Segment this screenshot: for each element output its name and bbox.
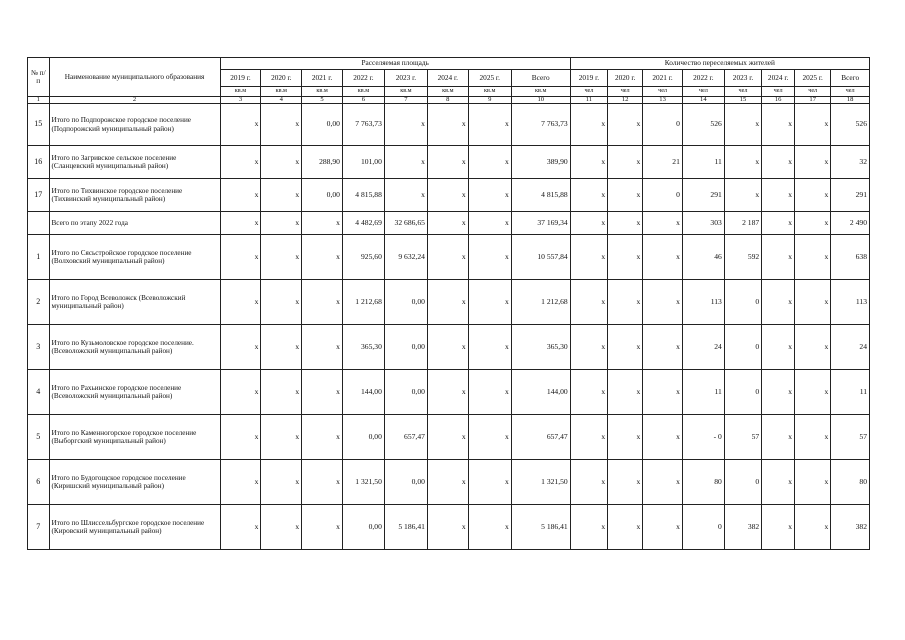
- header-year-area: 2024 г.: [427, 70, 468, 87]
- people-value-cell: x: [795, 146, 831, 179]
- row-number: 15: [28, 104, 50, 146]
- people-value-cell: x: [724, 179, 761, 212]
- table-row: [28, 325, 870, 370]
- column-number: 11: [570, 97, 607, 104]
- people-value-cell: 382: [831, 505, 870, 550]
- people-value-cell: - 0: [682, 415, 724, 460]
- municipality-name: Итого по Загривское сельское поселение (Сланцевский муниципальный район): [49, 146, 220, 179]
- people-value-cell: x: [608, 146, 643, 179]
- people-value-cell: 2 490: [831, 212, 870, 235]
- people-value-cell: 11: [682, 146, 724, 179]
- people-value-cell: x: [762, 280, 795, 325]
- people-value-cell: x: [608, 460, 643, 505]
- header-year-area: 2023 г.: [384, 70, 427, 87]
- people-value-cell: x: [795, 325, 831, 370]
- header-column-numbers-row: [28, 97, 870, 104]
- people-value-cell: x: [570, 325, 607, 370]
- area-value-cell: 32 686,65: [384, 212, 427, 235]
- column-number: 18: [831, 97, 870, 104]
- people-value-cell: 526: [831, 104, 870, 146]
- people-value-cell: x: [608, 235, 643, 280]
- area-value-cell: x: [220, 325, 261, 370]
- area-value-cell: x: [261, 146, 302, 179]
- area-value-cell: x: [220, 280, 261, 325]
- row-number: 2: [28, 280, 50, 325]
- people-value-cell: 0: [724, 460, 761, 505]
- people-value-cell: x: [762, 212, 795, 235]
- area-value-cell: x: [261, 505, 302, 550]
- people-value-cell: x: [795, 460, 831, 505]
- area-value-cell: 5 186,41: [511, 505, 570, 550]
- header-area-group: Расселяемая площадь: [220, 58, 570, 70]
- people-value-cell: 24: [831, 325, 870, 370]
- area-value-cell: x: [220, 370, 261, 415]
- people-value-cell: x: [643, 235, 683, 280]
- people-value-cell: x: [643, 415, 683, 460]
- area-value-cell: x: [302, 370, 343, 415]
- area-value-cell: 0,00: [342, 505, 384, 550]
- area-value-cell: 1 321,50: [342, 460, 384, 505]
- table-row: [28, 146, 870, 179]
- people-value-cell: x: [570, 146, 607, 179]
- area-value-cell: x: [468, 460, 511, 505]
- area-value-cell: 9 632,24: [384, 235, 427, 280]
- area-value-cell: x: [261, 415, 302, 460]
- people-value-cell: x: [762, 235, 795, 280]
- people-value-cell: x: [608, 104, 643, 146]
- area-value-cell: x: [468, 280, 511, 325]
- row-number: 4: [28, 370, 50, 415]
- people-value-cell: 0: [724, 325, 761, 370]
- table-row: [28, 460, 870, 505]
- relocation-table: [27, 57, 870, 550]
- people-value-cell: x: [643, 325, 683, 370]
- area-value-cell: 288,90: [302, 146, 343, 179]
- people-value-cell: 46: [682, 235, 724, 280]
- people-value-cell: 303: [682, 212, 724, 235]
- header-year-people: 2024 г.: [762, 70, 795, 87]
- people-value-cell: x: [795, 212, 831, 235]
- area-value-cell: x: [261, 179, 302, 212]
- header-no: № п/п: [28, 58, 50, 97]
- people-value-cell: x: [795, 415, 831, 460]
- area-value-cell: 144,00: [511, 370, 570, 415]
- area-value-cell: 925,60: [342, 235, 384, 280]
- table-row: [28, 212, 870, 235]
- area-value-cell: x: [468, 179, 511, 212]
- area-value-cell: x: [427, 146, 468, 179]
- people-value-cell: x: [762, 146, 795, 179]
- area-value-cell: x: [427, 179, 468, 212]
- area-value-cell: x: [468, 415, 511, 460]
- area-value-cell: x: [261, 212, 302, 235]
- header-year-people: 2022 г.: [682, 70, 724, 87]
- municipality-name: Итого по Будогощское городское поселение (Киришский муниципальный район): [49, 460, 220, 505]
- area-value-cell: x: [302, 235, 343, 280]
- area-value-cell: 0,00: [302, 104, 343, 146]
- table-row: [28, 370, 870, 415]
- people-value-cell: x: [570, 280, 607, 325]
- area-value-cell: x: [261, 280, 302, 325]
- people-value-cell: x: [643, 212, 683, 235]
- area-value-cell: 365,30: [511, 325, 570, 370]
- people-value-cell: x: [570, 415, 607, 460]
- area-value-cell: x: [384, 104, 427, 146]
- people-value-cell: 57: [724, 415, 761, 460]
- area-value-cell: 0,00: [384, 370, 427, 415]
- people-value-cell: x: [570, 104, 607, 146]
- header-unit-people: чел: [682, 87, 724, 97]
- area-value-cell: x: [427, 370, 468, 415]
- column-number: 13: [643, 97, 683, 104]
- people-value-cell: x: [762, 325, 795, 370]
- column-number: 5: [302, 97, 343, 104]
- header-people-group: Количество переселяемых жителей: [570, 58, 869, 70]
- header-unit-people: чел: [570, 87, 607, 97]
- municipality-name: Итого по Тихвинское городское поселение (Тихвинский муниципальный район): [49, 179, 220, 212]
- header-unit-area: кв.м: [511, 87, 570, 97]
- area-value-cell: x: [468, 370, 511, 415]
- people-value-cell: x: [570, 505, 607, 550]
- area-value-cell: x: [468, 235, 511, 280]
- column-number: 16: [762, 97, 795, 104]
- people-value-cell: x: [570, 212, 607, 235]
- people-value-cell: x: [795, 280, 831, 325]
- people-value-cell: 291: [682, 179, 724, 212]
- area-value-cell: x: [427, 104, 468, 146]
- area-value-cell: 1 212,68: [342, 280, 384, 325]
- people-value-cell: x: [724, 146, 761, 179]
- area-value-cell: x: [302, 280, 343, 325]
- people-value-cell: 526: [682, 104, 724, 146]
- people-value-cell: 592: [724, 235, 761, 280]
- area-value-cell: x: [302, 325, 343, 370]
- header-year-area: 2019 г.: [220, 70, 261, 87]
- area-value-cell: x: [384, 146, 427, 179]
- people-value-cell: x: [795, 370, 831, 415]
- area-value-cell: x: [427, 212, 468, 235]
- people-value-cell: x: [762, 104, 795, 146]
- column-number: 8: [427, 97, 468, 104]
- people-value-cell: x: [643, 280, 683, 325]
- row-number: [28, 212, 50, 235]
- area-value-cell: 1 212,68: [511, 280, 570, 325]
- people-value-cell: x: [608, 505, 643, 550]
- header-unit-area: кв.м: [261, 87, 302, 97]
- area-value-cell: x: [427, 325, 468, 370]
- column-number: 9: [468, 97, 511, 104]
- table-row: [28, 505, 870, 550]
- area-value-cell: 10 557,84: [511, 235, 570, 280]
- people-value-cell: x: [608, 370, 643, 415]
- people-value-cell: 11: [682, 370, 724, 415]
- row-number: 17: [28, 179, 50, 212]
- people-value-cell: 24: [682, 325, 724, 370]
- column-number: 17: [795, 97, 831, 104]
- people-value-cell: 113: [831, 280, 870, 325]
- area-value-cell: x: [427, 460, 468, 505]
- header-year-area: 2022 г.: [342, 70, 384, 87]
- municipality-name: Итого по Кузьмоловское городское поселение. (Всеволожский муниципальный район): [49, 325, 220, 370]
- area-value-cell: 101,00: [342, 146, 384, 179]
- header-unit-area: кв.м: [384, 87, 427, 97]
- area-value-cell: x: [220, 179, 261, 212]
- municipality-name: Итого по Шлиссельбургское городское поселение (Кировский муниципальный район): [49, 505, 220, 550]
- area-value-cell: 37 169,34: [511, 212, 570, 235]
- column-number: 15: [724, 97, 761, 104]
- people-value-cell: x: [608, 325, 643, 370]
- people-value-cell: 32: [831, 146, 870, 179]
- header-year-people: 2023 г.: [724, 70, 761, 87]
- header-year-people: 2025 г.: [795, 70, 831, 87]
- people-value-cell: x: [762, 505, 795, 550]
- people-value-cell: 0: [643, 179, 683, 212]
- area-value-cell: 657,47: [511, 415, 570, 460]
- area-value-cell: 0,00: [384, 325, 427, 370]
- area-value-cell: x: [302, 415, 343, 460]
- area-value-cell: 4 815,88: [511, 179, 570, 212]
- municipality-name: Итого по Рахьинское городское поселение (Всеволожский муниципальный район): [49, 370, 220, 415]
- municipality-name: Итого по Город Всеволожск (Всеволожский муниципальный район): [49, 280, 220, 325]
- header-unit-people: чел: [831, 87, 870, 97]
- people-value-cell: x: [608, 280, 643, 325]
- row-number: 7: [28, 505, 50, 550]
- people-value-cell: 0: [724, 370, 761, 415]
- area-value-cell: x: [220, 104, 261, 146]
- people-value-cell: 11: [831, 370, 870, 415]
- header-year-people: Всего: [831, 70, 870, 87]
- area-value-cell: x: [261, 235, 302, 280]
- people-value-cell: 638: [831, 235, 870, 280]
- people-value-cell: x: [570, 460, 607, 505]
- column-number: 1: [28, 97, 50, 104]
- area-value-cell: x: [220, 415, 261, 460]
- table-row: [28, 104, 870, 146]
- column-number: 3: [220, 97, 261, 104]
- area-value-cell: x: [468, 146, 511, 179]
- area-value-cell: 144,00: [342, 370, 384, 415]
- header-unit-people: чел: [643, 87, 683, 97]
- header-name: Наименование муниципального образования: [49, 58, 220, 97]
- area-value-cell: 1 321,50: [511, 460, 570, 505]
- people-value-cell: x: [762, 370, 795, 415]
- area-value-cell: x: [468, 104, 511, 146]
- people-value-cell: x: [724, 104, 761, 146]
- area-value-cell: x: [427, 235, 468, 280]
- municipality-name: Итого по Каменногорское городское поселение (Выборгский муниципальный район): [49, 415, 220, 460]
- people-value-cell: 291: [831, 179, 870, 212]
- people-value-cell: x: [643, 370, 683, 415]
- people-value-cell: x: [762, 460, 795, 505]
- header-year-people: 2021 г.: [643, 70, 683, 87]
- row-number: 16: [28, 146, 50, 179]
- people-value-cell: x: [643, 460, 683, 505]
- header-year-area: Всего: [511, 70, 570, 87]
- people-value-cell: 80: [682, 460, 724, 505]
- header-unit-area: кв.м: [220, 87, 261, 97]
- people-value-cell: x: [570, 179, 607, 212]
- people-value-cell: 0: [682, 505, 724, 550]
- people-value-cell: x: [570, 370, 607, 415]
- table-header: [28, 58, 870, 104]
- header-year-people: 2019 г.: [570, 70, 607, 87]
- row-number: 3: [28, 325, 50, 370]
- area-value-cell: 4 815,88: [342, 179, 384, 212]
- area-value-cell: 4 482,69: [342, 212, 384, 235]
- area-value-cell: x: [468, 325, 511, 370]
- area-value-cell: 0,00: [342, 415, 384, 460]
- area-value-cell: x: [302, 212, 343, 235]
- header-unit-people: чел: [795, 87, 831, 97]
- people-value-cell: 80: [831, 460, 870, 505]
- table-row: [28, 235, 870, 280]
- header-year-area: 2025 г.: [468, 70, 511, 87]
- people-value-cell: x: [608, 212, 643, 235]
- column-number: 2: [49, 97, 220, 104]
- municipality-name: Итого по Подпорожское городское поселение (Подпорожский муниципальный район): [49, 104, 220, 146]
- people-value-cell: x: [608, 415, 643, 460]
- header-unit-area: кв.м: [302, 87, 343, 97]
- header-year-people: 2020 г.: [608, 70, 643, 87]
- table-body: [28, 104, 870, 550]
- column-number: 7: [384, 97, 427, 104]
- header-year-area: 2020 г.: [261, 70, 302, 87]
- header-year-area: 2021 г.: [302, 70, 343, 87]
- municipality-name: Всего по этапу 2022 года: [49, 212, 220, 235]
- header-unit-people: чел: [724, 87, 761, 97]
- area-value-cell: 5 186,41: [384, 505, 427, 550]
- people-value-cell: 0: [643, 104, 683, 146]
- column-number: 6: [342, 97, 384, 104]
- people-value-cell: x: [643, 505, 683, 550]
- area-value-cell: x: [220, 212, 261, 235]
- area-value-cell: x: [220, 146, 261, 179]
- area-value-cell: x: [468, 505, 511, 550]
- area-value-cell: x: [468, 212, 511, 235]
- people-value-cell: x: [795, 179, 831, 212]
- people-value-cell: 57: [831, 415, 870, 460]
- column-number: 12: [608, 97, 643, 104]
- area-value-cell: x: [220, 460, 261, 505]
- table-row: [28, 179, 870, 212]
- area-value-cell: x: [220, 235, 261, 280]
- area-value-cell: 7 763,73: [511, 104, 570, 146]
- header-unit-area: кв.м: [342, 87, 384, 97]
- column-number: 10: [511, 97, 570, 104]
- area-value-cell: 7 763,73: [342, 104, 384, 146]
- municipality-name: Итого по Сясьстройское городское поселение (Волховский муниципальный район): [49, 235, 220, 280]
- area-value-cell: x: [427, 505, 468, 550]
- area-value-cell: x: [302, 505, 343, 550]
- people-value-cell: 382: [724, 505, 761, 550]
- people-value-cell: 0: [724, 280, 761, 325]
- area-value-cell: 0,00: [384, 280, 427, 325]
- area-value-cell: x: [261, 370, 302, 415]
- header-unit-people: чел: [762, 87, 795, 97]
- area-value-cell: 657,47: [384, 415, 427, 460]
- header-unit-area: кв.м: [468, 87, 511, 97]
- people-value-cell: x: [762, 415, 795, 460]
- table-row: [28, 415, 870, 460]
- area-value-cell: x: [261, 460, 302, 505]
- people-value-cell: 21: [643, 146, 683, 179]
- column-number: 14: [682, 97, 724, 104]
- area-value-cell: x: [261, 325, 302, 370]
- area-value-cell: x: [427, 415, 468, 460]
- people-value-cell: x: [795, 104, 831, 146]
- area-value-cell: 0,00: [384, 460, 427, 505]
- area-value-cell: 0,00: [302, 179, 343, 212]
- area-value-cell: x: [261, 104, 302, 146]
- area-value-cell: x: [302, 460, 343, 505]
- area-value-cell: 389,90: [511, 146, 570, 179]
- people-value-cell: 113: [682, 280, 724, 325]
- area-value-cell: x: [220, 505, 261, 550]
- area-value-cell: x: [384, 179, 427, 212]
- column-number: 4: [261, 97, 302, 104]
- area-value-cell: x: [427, 280, 468, 325]
- people-value-cell: x: [570, 235, 607, 280]
- row-number: 5: [28, 415, 50, 460]
- people-value-cell: x: [795, 505, 831, 550]
- area-value-cell: 365,30: [342, 325, 384, 370]
- header-unit-people: чел: [608, 87, 643, 97]
- people-value-cell: x: [762, 179, 795, 212]
- row-number: 6: [28, 460, 50, 505]
- people-value-cell: x: [795, 235, 831, 280]
- header-unit-area: кв.м: [427, 87, 468, 97]
- table-row: [28, 280, 870, 325]
- people-value-cell: x: [608, 179, 643, 212]
- row-number: 1: [28, 235, 50, 280]
- people-value-cell: 2 187: [724, 212, 761, 235]
